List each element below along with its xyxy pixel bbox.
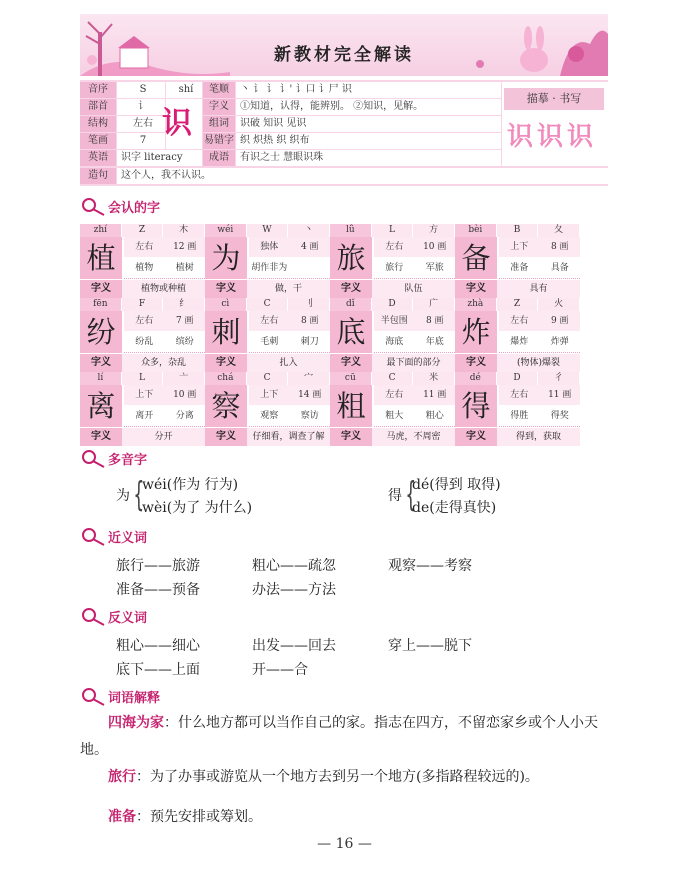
synonym-pair: 办法——方法 bbox=[252, 582, 336, 598]
char-glyph: 底 bbox=[330, 311, 372, 353]
explanation-term: 四海为家 bbox=[108, 715, 164, 731]
char-words-row bbox=[124, 332, 205, 353]
char-meaning: (物体)爆裂 bbox=[497, 354, 580, 372]
char-card-header bbox=[205, 372, 330, 385]
char-bihua: 7 画 bbox=[175, 316, 194, 326]
char-word: 粗大 bbox=[385, 411, 404, 421]
char-card-header bbox=[455, 224, 580, 237]
char-glyph: 粗 bbox=[330, 385, 372, 427]
char-card bbox=[80, 224, 205, 298]
label-ziyi: 字义 bbox=[203, 99, 235, 115]
explanation-paragraph bbox=[80, 764, 608, 791]
pinyin-value: shí bbox=[166, 82, 202, 98]
char-word: 察访 bbox=[300, 411, 319, 421]
char-word: 毛刺 bbox=[260, 337, 279, 347]
char-structure-row bbox=[249, 385, 330, 405]
antonym-pair: 出发——回去 bbox=[252, 638, 336, 654]
char-bushou: 米 bbox=[413, 372, 455, 385]
char-structure-row bbox=[124, 385, 205, 405]
char-card bbox=[80, 372, 205, 446]
char-pinyin: wéi bbox=[205, 224, 247, 237]
char-bushou: 刂 bbox=[288, 298, 330, 311]
brace-icon: { bbox=[133, 475, 145, 515]
char-meaning-row bbox=[80, 280, 205, 298]
explanation-paragraph bbox=[80, 804, 608, 831]
chengyu-value: 有识之士 慧眼识珠 bbox=[236, 150, 501, 166]
section-synonym bbox=[80, 526, 147, 546]
char-word: 得奖 bbox=[550, 411, 569, 421]
char-bihua: 11 画 bbox=[423, 390, 447, 400]
char-word: 观察 bbox=[260, 411, 279, 421]
char-glyph: 刺 bbox=[205, 311, 247, 353]
char-card bbox=[455, 224, 580, 298]
char-pinyin: bèi bbox=[455, 224, 497, 237]
char-meaning: 做，干 bbox=[247, 280, 330, 298]
char-word bbox=[290, 258, 331, 278]
char-pinyin: fēn bbox=[80, 298, 122, 311]
char-card bbox=[455, 372, 580, 446]
char-words-row bbox=[374, 332, 455, 353]
char-pinyin: dé bbox=[455, 372, 497, 385]
char-meaning: 马虎，不周密 bbox=[372, 428, 455, 446]
char-glyph: 得 bbox=[455, 385, 497, 427]
char-word: 年底 bbox=[425, 337, 444, 347]
char-word: 纷乱 bbox=[135, 337, 154, 347]
char-structure-row bbox=[499, 237, 580, 257]
char-words-row bbox=[499, 258, 580, 279]
char-jiegou: 半包围 bbox=[380, 316, 408, 326]
section-title: 会认的字 bbox=[108, 200, 161, 216]
label-sentence: 造句 bbox=[80, 168, 116, 184]
char-bihua: 14 画 bbox=[298, 390, 322, 400]
char-meaning-label: 字义 bbox=[455, 354, 497, 372]
char-jiegou: 左右 bbox=[385, 390, 404, 400]
section-title: 词语解释 bbox=[108, 690, 161, 706]
char-words-row bbox=[374, 258, 455, 279]
polyphone-reading: de(走得真快) bbox=[412, 500, 497, 516]
char-structure-row bbox=[499, 311, 580, 331]
char-jiegou: 左右 bbox=[135, 316, 154, 326]
char-card-header bbox=[330, 372, 455, 385]
char-meaning: 队伍 bbox=[372, 280, 455, 298]
char-bushou: 广 bbox=[413, 298, 455, 311]
char-card-header bbox=[330, 224, 455, 237]
explanation-term: 旅行 bbox=[108, 769, 136, 785]
char-meaning-row bbox=[80, 354, 205, 372]
char-word: 炸弹 bbox=[550, 337, 569, 347]
char-meaning: 具有 bbox=[497, 280, 580, 298]
section-recognize bbox=[80, 196, 160, 216]
bihua-value: 7 bbox=[117, 133, 165, 149]
label-bihua: 笔画 bbox=[80, 133, 116, 149]
char-meaning-label: 字义 bbox=[330, 354, 372, 372]
brace-icon: { bbox=[405, 475, 417, 515]
char-pinyin: chá bbox=[205, 372, 247, 385]
char-words-row bbox=[124, 406, 205, 427]
char-meaning: 最下面的部分 bbox=[372, 354, 455, 372]
char-words-row bbox=[499, 406, 580, 427]
char-pinyin: cì bbox=[205, 298, 247, 311]
char-meaning-label: 字义 bbox=[455, 428, 497, 446]
char-jiegou: 上下 bbox=[510, 242, 529, 252]
label-english: 英语 bbox=[80, 150, 116, 166]
sentence-value: 这个人，我不认识。 bbox=[117, 168, 608, 184]
char-yinxu: F bbox=[122, 298, 164, 311]
char-yinxu: C bbox=[247, 372, 289, 385]
char-bihua: 10 画 bbox=[173, 390, 197, 400]
char-bihua: 9 画 bbox=[550, 316, 569, 326]
magnifier-icon bbox=[80, 448, 106, 468]
char-words-row bbox=[249, 406, 330, 427]
char-meaning-label: 字义 bbox=[455, 280, 497, 298]
char-bushou: 丶 bbox=[288, 224, 330, 237]
char-jiegou: 独体 bbox=[260, 242, 279, 252]
char-bushou: 亠 bbox=[163, 372, 205, 385]
bushou-value: 讠 bbox=[117, 99, 165, 115]
char-structure-row bbox=[374, 237, 455, 257]
char-card bbox=[330, 372, 455, 446]
char-word: 胡作非为 bbox=[251, 263, 288, 273]
char-meaning-label: 字义 bbox=[205, 428, 247, 446]
char-yinxu: Z bbox=[497, 298, 539, 311]
antonym-pair: 底下——上面 bbox=[116, 662, 200, 678]
char-meaning-row bbox=[80, 428, 205, 446]
char-word: 海底 bbox=[385, 337, 404, 347]
char-words-row bbox=[124, 258, 205, 279]
char-meaning: 扎入 bbox=[247, 354, 330, 372]
char-yinxu: C bbox=[372, 372, 414, 385]
char-card bbox=[455, 298, 580, 372]
char-jiegou: 左右 bbox=[510, 316, 529, 326]
char-meaning-row bbox=[330, 428, 455, 446]
char-card-header bbox=[205, 298, 330, 311]
magnifier-icon bbox=[80, 686, 106, 706]
polyphone-char: 得 bbox=[388, 488, 402, 504]
char-words-row bbox=[249, 258, 330, 279]
char-yinxu: W bbox=[247, 224, 289, 237]
char-grid-row bbox=[80, 372, 580, 446]
char-card bbox=[330, 298, 455, 372]
char-glyph: 炸 bbox=[455, 311, 497, 353]
char-structure-row bbox=[249, 311, 330, 331]
char-jiegou: 上下 bbox=[260, 390, 279, 400]
char-jiegou: 左右 bbox=[385, 242, 404, 252]
char-card-header bbox=[80, 298, 205, 311]
char-yinxu: L bbox=[122, 372, 164, 385]
english-value: 识字 literacy bbox=[117, 150, 202, 166]
jiegou-value: 左右 bbox=[117, 116, 165, 132]
char-meaning-row bbox=[205, 428, 330, 446]
char-bihua: 8 画 bbox=[425, 316, 444, 326]
polyphone-char: 为 bbox=[116, 488, 130, 504]
synonym-pair: 旅行——旅游 bbox=[116, 558, 200, 574]
tracing-title: 描摹 · 书写 bbox=[504, 88, 604, 110]
char-jiegou: 上下 bbox=[135, 390, 154, 400]
char-yinxu: D bbox=[497, 372, 539, 385]
char-meaning-label: 字义 bbox=[80, 280, 122, 298]
char-structure-row bbox=[374, 311, 455, 331]
char-words-row bbox=[374, 406, 455, 427]
char-glyph: 离 bbox=[80, 385, 122, 427]
char-glyph: 纷 bbox=[80, 311, 122, 353]
char-word: 分离 bbox=[175, 411, 194, 421]
char-yinxu: B bbox=[497, 224, 539, 237]
char-glyph: 察 bbox=[205, 385, 247, 427]
char-meaning-label: 字义 bbox=[330, 428, 372, 446]
char-card bbox=[205, 298, 330, 372]
magnifier-icon bbox=[80, 196, 106, 216]
char-words-row bbox=[249, 332, 330, 353]
char-jiegou: 左右 bbox=[135, 242, 154, 252]
char-structure-row bbox=[499, 385, 580, 405]
char-card-header bbox=[80, 372, 205, 385]
section-explain bbox=[80, 686, 160, 706]
char-meaning: 仔细看，调查了解 bbox=[247, 428, 330, 446]
char-structure-row bbox=[124, 237, 205, 257]
char-word: 准备 bbox=[510, 263, 529, 273]
polyphone-reading: dé(得到 取得) bbox=[412, 477, 501, 493]
char-bushou: 方 bbox=[413, 224, 455, 237]
char-structure-row bbox=[249, 237, 330, 257]
char-yinxu: D bbox=[372, 298, 414, 311]
label-yinxu: 音序 bbox=[80, 82, 116, 98]
section-title: 多音字 bbox=[108, 452, 148, 468]
polyphone-reading: wèi(为了 为什么) bbox=[142, 500, 253, 516]
char-card-header bbox=[455, 372, 580, 385]
label-zuci: 组词 bbox=[203, 116, 235, 132]
char-pinyin: cū bbox=[330, 372, 372, 385]
antonym-pair: 穿上——脱下 bbox=[388, 638, 472, 654]
yicuozi-value: 织 炽热 织 织布 bbox=[236, 133, 501, 149]
char-jiegou: 左右 bbox=[260, 316, 279, 326]
header-banner bbox=[80, 14, 608, 76]
char-jiegou: 左右 bbox=[510, 390, 529, 400]
char-pinyin: zhà bbox=[455, 298, 497, 311]
char-word: 军旅 bbox=[425, 263, 444, 273]
char-meaning-label: 字义 bbox=[80, 428, 122, 446]
tracing-chars: 识识识 bbox=[507, 122, 598, 152]
section-title: 反义词 bbox=[108, 610, 148, 626]
explanation-text: ：为了办事或游览从一个地方去到另一个地方(多指路程较远的)。 bbox=[136, 769, 539, 785]
char-bushou: 纟 bbox=[163, 298, 205, 311]
zuci-value: 识破 知识 见识 bbox=[236, 116, 501, 132]
char-card bbox=[205, 224, 330, 298]
magnifier-icon bbox=[80, 606, 106, 626]
char-word: 缤纷 bbox=[175, 337, 194, 347]
label-jiegou: 结构 bbox=[80, 116, 116, 132]
char-meaning-row bbox=[330, 280, 455, 298]
polyphone-reading: wéi(作为 行为) bbox=[142, 477, 239, 493]
char-yinxu: L bbox=[372, 224, 414, 237]
char-card-header bbox=[455, 298, 580, 311]
char-word: 得胜 bbox=[510, 411, 529, 421]
char-meaning: 植物或种植 bbox=[122, 280, 205, 298]
book-title: 新教材完全解读 bbox=[274, 45, 414, 65]
char-word: 粗心 bbox=[425, 411, 444, 421]
char-bushou: 火 bbox=[538, 298, 580, 311]
label-yicuozi: 易错字 bbox=[203, 133, 235, 149]
antonym-pair: 粗心——细心 bbox=[116, 638, 200, 654]
char-meaning-row bbox=[455, 428, 580, 446]
label-bishun: 笔顺 bbox=[203, 82, 235, 98]
char-card bbox=[205, 372, 330, 446]
char-word: 刺刀 bbox=[300, 337, 319, 347]
char-pinyin: zhí bbox=[80, 224, 122, 237]
char-meaning-label: 字义 bbox=[80, 354, 122, 372]
explanation-text: ：什么地方都可以当作自己的家。指志在四方，不留恋家乡或个人小天地。 bbox=[80, 715, 598, 758]
char-yinxu: C bbox=[247, 298, 289, 311]
magnifier-icon bbox=[80, 526, 106, 546]
char-structure-row bbox=[374, 385, 455, 405]
char-structure-row bbox=[124, 311, 205, 331]
char-bihua: 4 画 bbox=[300, 242, 319, 252]
char-meaning-label: 字义 bbox=[330, 280, 372, 298]
antonym-pair: 开——合 bbox=[252, 662, 308, 678]
char-meaning: 众多，杂乱 bbox=[122, 354, 205, 372]
char-card bbox=[330, 224, 455, 298]
char-card-header bbox=[330, 298, 455, 311]
bishun-value: 丶 讠 讠 讠' 讠口 讠尸 识 bbox=[236, 82, 501, 98]
char-yinxu: Z bbox=[122, 224, 164, 237]
char-bushou: 木 bbox=[163, 224, 205, 237]
char-meaning: 分开 bbox=[122, 428, 205, 446]
char-bihua: 8 画 bbox=[550, 242, 569, 252]
section-antonym bbox=[80, 606, 147, 626]
char-bihua: 12 画 bbox=[173, 242, 197, 252]
char-meaning-row bbox=[455, 280, 580, 298]
ziyi-value: ①知道，认得，能辨别。 ②知识，见解。 bbox=[236, 99, 501, 115]
char-meaning-label: 字义 bbox=[205, 354, 247, 372]
char-glyph: 植 bbox=[80, 237, 122, 279]
char-bushou: 宀 bbox=[288, 372, 330, 385]
char-bihua: 8 画 bbox=[300, 316, 319, 326]
char-pinyin: lí bbox=[80, 372, 122, 385]
char-word: 植树 bbox=[175, 263, 194, 273]
char-word: 植物 bbox=[135, 263, 154, 273]
yinxu-value: S bbox=[117, 82, 165, 98]
section-title: 近义词 bbox=[108, 530, 148, 546]
synonym-pair: 粗心——疏忽 bbox=[252, 558, 336, 574]
char-meaning: 得到，获取 bbox=[497, 428, 580, 446]
char-meaning-row bbox=[455, 354, 580, 372]
label-bushou: 部首 bbox=[80, 99, 116, 115]
char-card-header bbox=[80, 224, 205, 237]
char-bihua: 10 画 bbox=[423, 242, 447, 252]
char-bihua: 11 画 bbox=[548, 390, 572, 400]
main-character: 识 bbox=[162, 106, 192, 141]
char-word: 离开 bbox=[135, 411, 154, 421]
char-word: 旅行 bbox=[385, 263, 404, 273]
char-grid-row bbox=[80, 224, 580, 298]
char-word: 爆炸 bbox=[510, 337, 529, 347]
char-bushou: 彳 bbox=[538, 372, 580, 385]
synonym-pair: 观察——考察 bbox=[388, 558, 472, 574]
explanation-term: 准备 bbox=[108, 809, 136, 825]
explanation-paragraph bbox=[80, 710, 608, 764]
label-chengyu: 成语 bbox=[203, 150, 235, 166]
explanation-text: ：预先安排或筹划。 bbox=[136, 809, 262, 825]
char-pinyin: dǐ bbox=[330, 298, 372, 311]
char-glyph: 旅 bbox=[330, 237, 372, 279]
char-glyph: 备 bbox=[455, 237, 497, 279]
char-meaning-row bbox=[330, 354, 455, 372]
char-bushou: 夂 bbox=[538, 224, 580, 237]
char-glyph: 为 bbox=[205, 237, 247, 279]
char-meaning-row bbox=[205, 354, 330, 372]
char-pinyin: lǚ bbox=[330, 224, 372, 237]
char-meaning-row bbox=[205, 280, 330, 298]
char-word: 具备 bbox=[550, 263, 569, 273]
char-grid-row bbox=[80, 298, 580, 372]
char-meaning-label: 字义 bbox=[205, 280, 247, 298]
char-card bbox=[80, 298, 205, 372]
char-words-row bbox=[499, 332, 580, 353]
char-card-header bbox=[205, 224, 330, 237]
section-polyphone bbox=[80, 448, 147, 468]
page-number: — 16 — bbox=[317, 836, 372, 852]
synonym-pair: 准备——预备 bbox=[116, 582, 200, 598]
